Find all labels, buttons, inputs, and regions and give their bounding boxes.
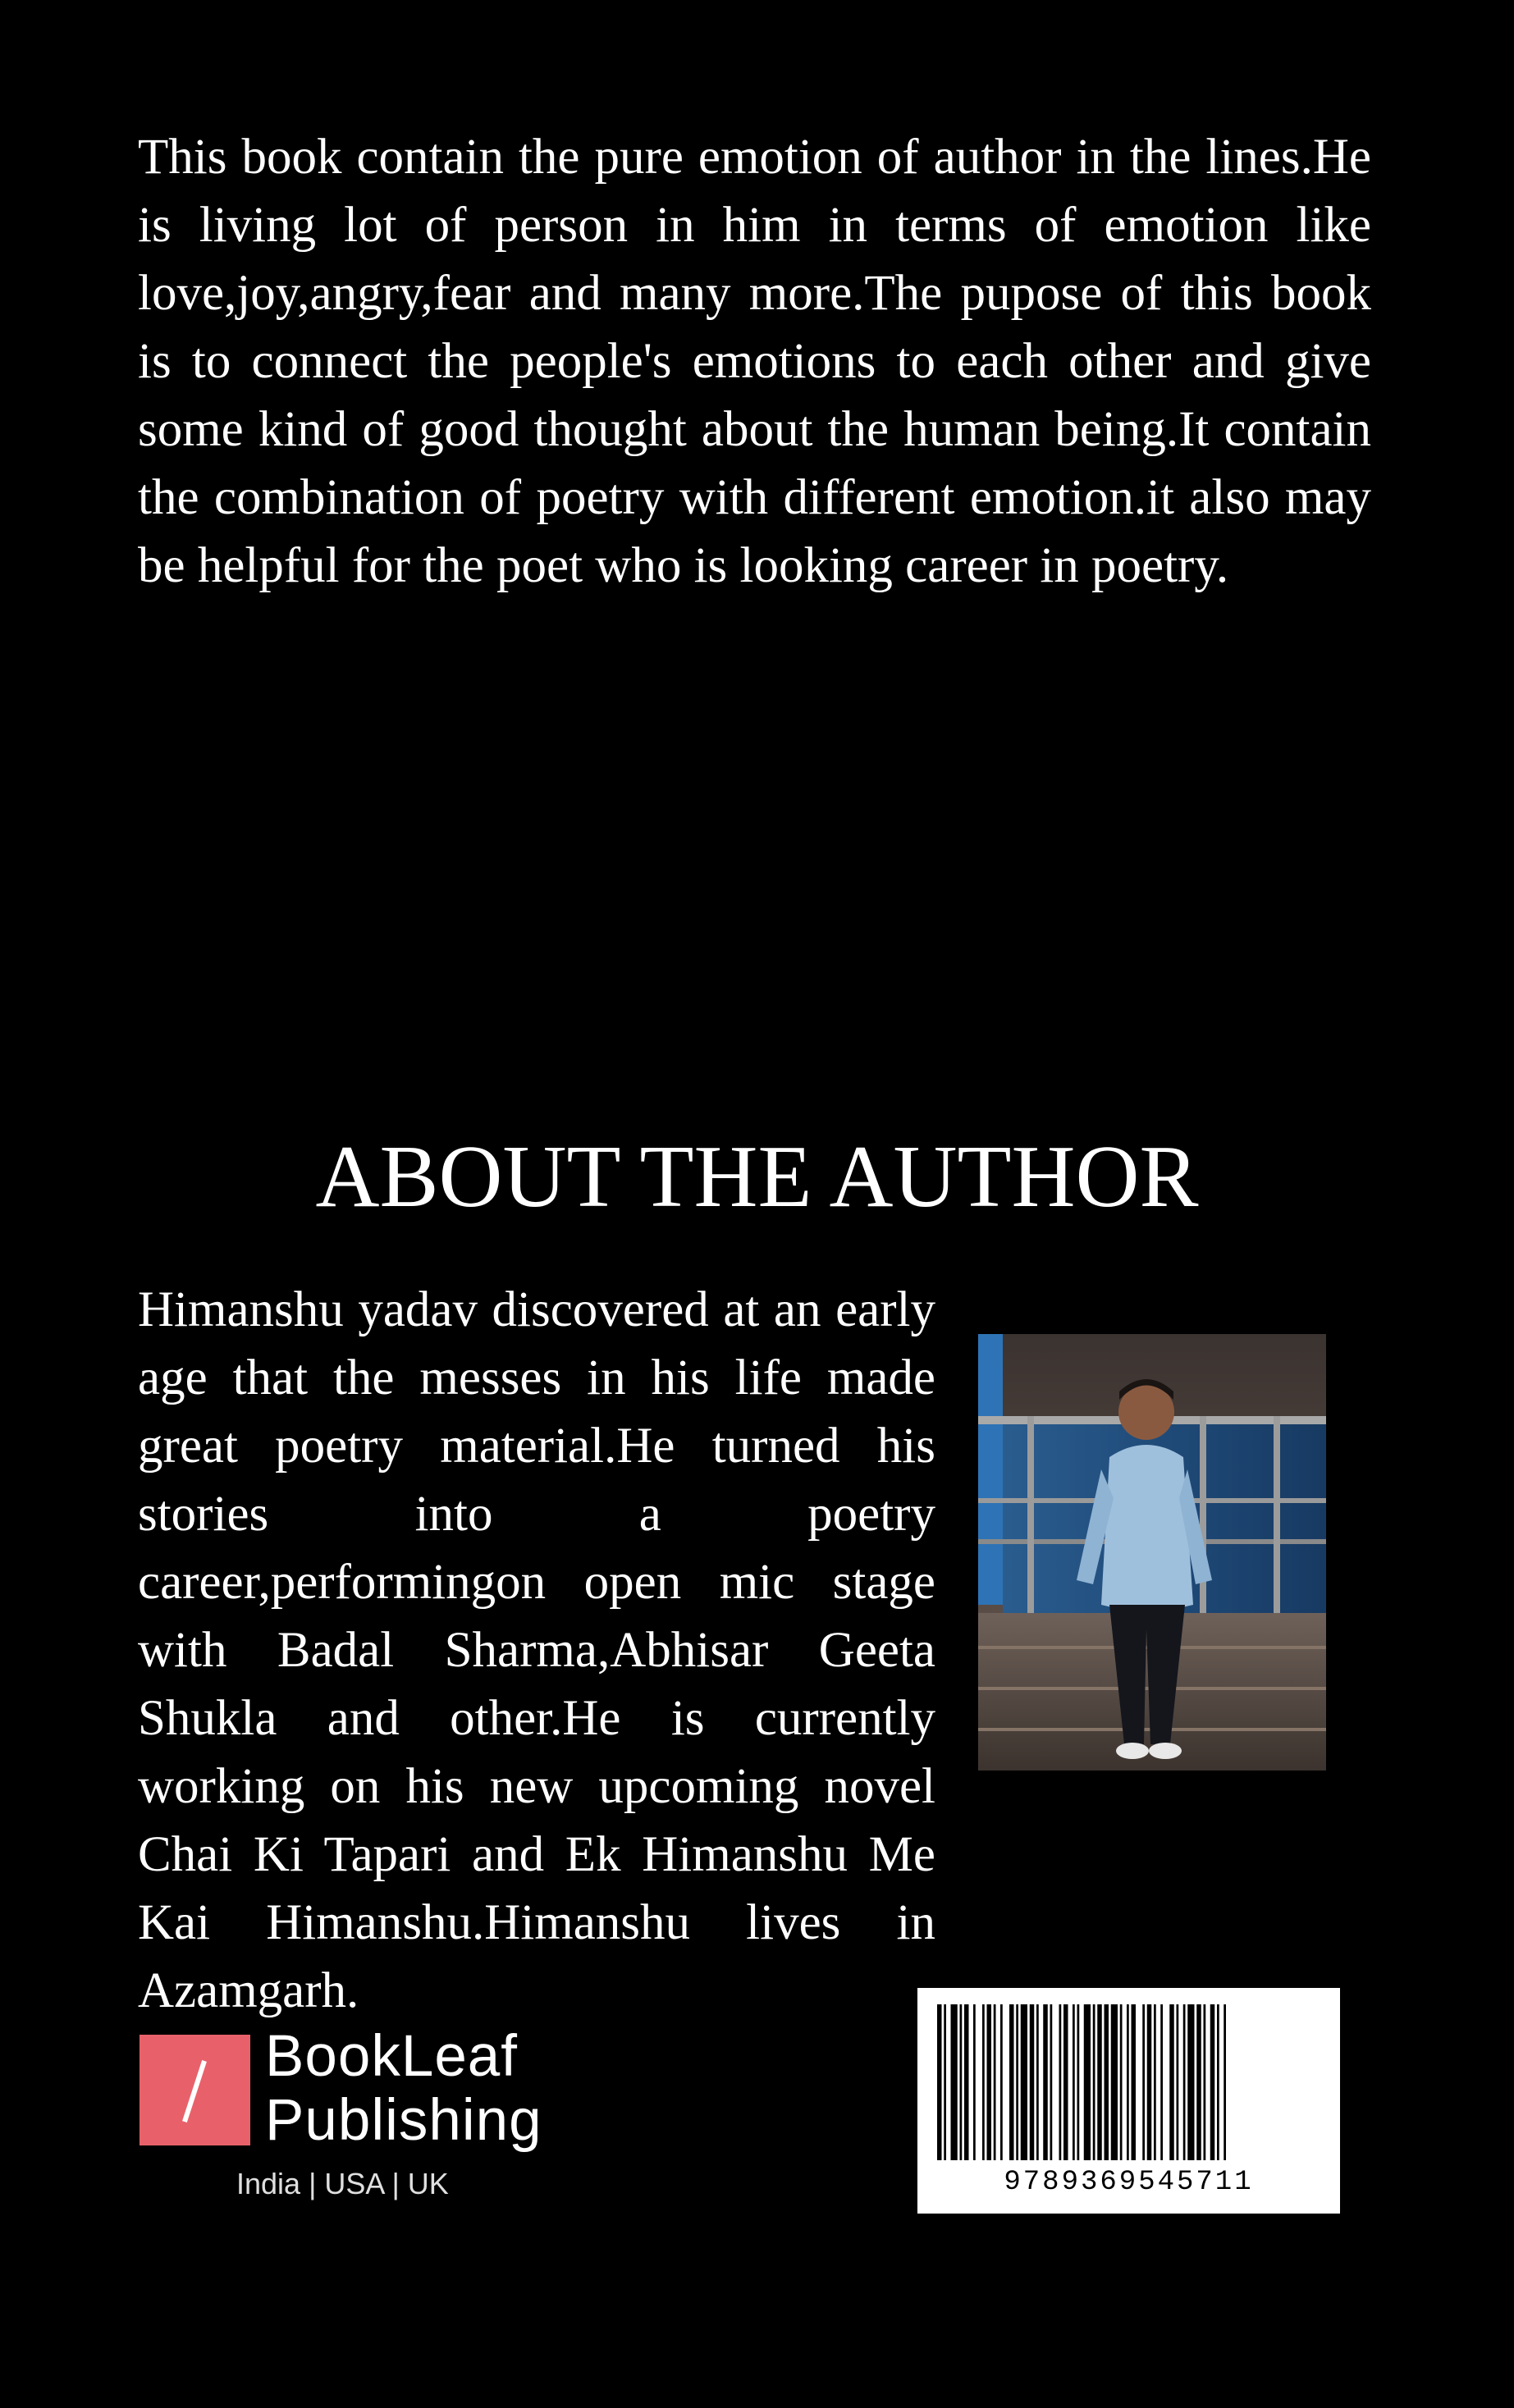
barcode-bar [994,2004,996,2160]
barcode-bar [1217,2004,1219,2160]
barcode-bar [1000,2004,1003,2160]
barcode-bar [987,2004,992,2160]
barcode-bar [1030,2004,1035,2160]
slash-icon [182,2060,207,2122]
publisher-regions: India | USA | UK [236,2167,449,2200]
barcode-bar [1050,2004,1053,2160]
barcode-bar [937,2004,942,2160]
barcode-bar [1147,2004,1152,2160]
barcode-bar [1210,2004,1215,2160]
author-bio: Himanshu yadav discovered at an early age that the messes in his life made great poetry material.He turned his stories into a poetry career,performingon open mic stage with Badal Sharma,Abhisar Geeta Shukla and other.He is currently working on his new upcoming novel Chai Ki Tapari and Ek Himanshu Me Kai Himanshu.Himanshu lives in Azamgarh. [138,1282,935,2018]
publisher-name-line2: Publishing [265,2088,542,2153]
barcode-bar [1154,2004,1156,2160]
isbn-number: 9789369545711 [1004,2167,1254,2198]
publisher-name [265,2025,542,2153]
barcode-bar [964,2004,969,2160]
barcode-bar [1036,2004,1039,2160]
barcode-bar [1169,2004,1174,2160]
barcode-bar [944,2004,946,2160]
barcode-bar [1111,2004,1118,2160]
barcode-bar [1105,2004,1109,2160]
publisher-logo [140,2024,583,2211]
barcode-bar [982,2004,985,2160]
barcode-bar [1043,2004,1048,2160]
barcode-bars [934,2004,1324,2160]
barcode-bar [1177,2004,1179,2160]
barcode-bar [1196,2004,1201,2160]
barcode-bar [973,2004,976,2160]
about-author-heading: ABOUT THE AUTHOR [315,1128,1199,1226]
barcode-bar [1187,2004,1194,2160]
barcode-bar [1073,2004,1075,2160]
barcode-bar [1059,2004,1062,2160]
barcode-bar [960,2004,963,2160]
barcode-bar [951,2004,958,2160]
author-photo-illustration [978,1334,1326,1771]
isbn-barcode [917,1988,1340,2214]
barcode-bar [1093,2004,1095,2160]
barcode-bar [1204,2004,1206,2160]
barcode-bar [1021,2004,1027,2160]
barcode-bar [1009,2004,1014,2160]
barcode-bar [1120,2004,1123,2160]
barcode-bar [1016,2004,1018,2160]
barcode-bar [1160,2004,1163,2160]
barcode-bar [1127,2004,1129,2160]
barcode-bar [1142,2004,1145,2160]
barcode-bar [1077,2004,1080,2160]
barcode-bar [1132,2004,1137,2160]
book-blurb: This book contain the pure emotion of author in the lines.He is living lot of person in him in terms of emotion like love,joy,angry,fear and many more.The pupose of this book is to connect the people's emotions to each other and give some kind of good thought about the human being.It contain the combination of poetry with different emotion.it also may be helpful for the poet who is looking career in poetry. [138,130,1371,593]
barcode-bar [1084,2004,1091,2160]
barcode-bar [1063,2004,1068,2160]
bookleaf-logo-mark [140,2035,250,2145]
publisher-name-line1: BookLeaf [265,2024,519,2089]
author-photo [978,1334,1326,1771]
barcode-bar [1183,2004,1186,2160]
barcode-bar [1097,2004,1102,2160]
barcode-bar [1224,2004,1226,2160]
